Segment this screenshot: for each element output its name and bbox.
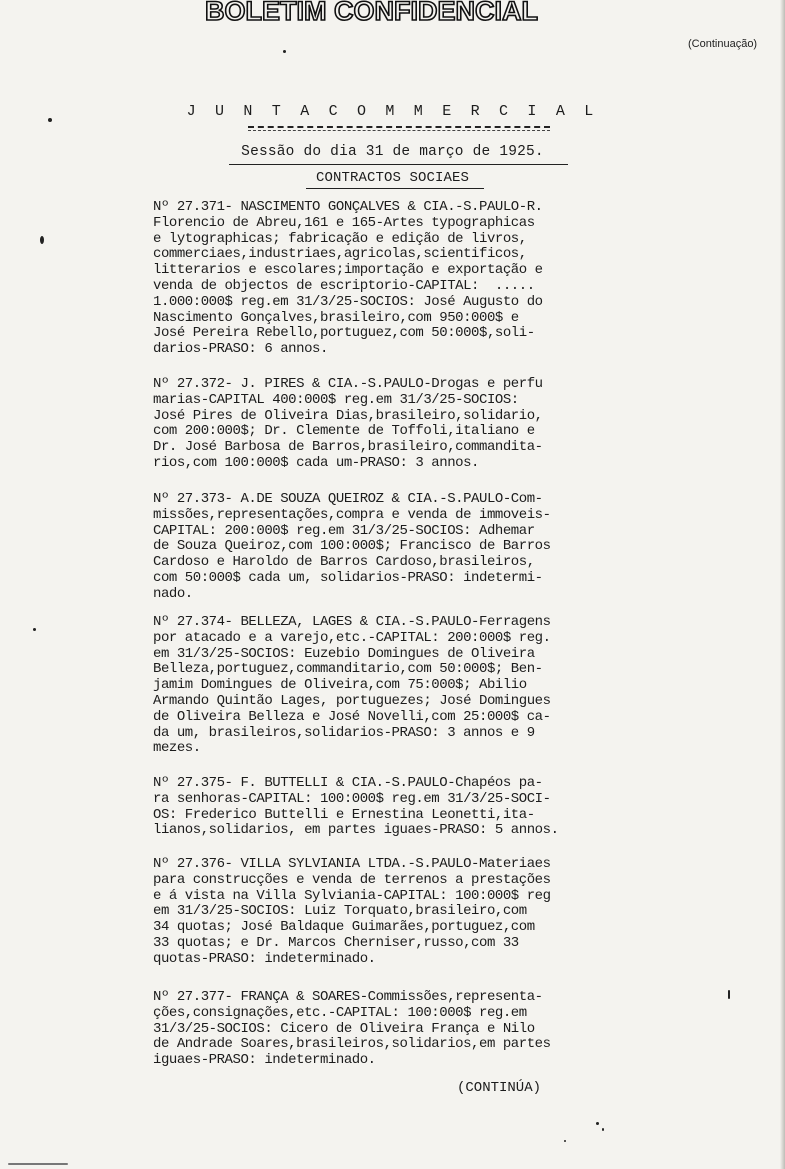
entry-line: para construcções e venda de terrenos a prestações (153, 871, 551, 888)
entry-line: de Souza Queiroz,com 100:000$; Francisco de Barros (153, 538, 551, 555)
entry-line: 33 quotas; e Dr. Marcos Cherniser,russo,com 33 (153, 934, 519, 951)
entry-line: e lytographicas; fabricação e edição de livros, (153, 230, 527, 247)
entry-line: Cardoso e Haroldo de Barros Cardoso,brasileiros, (153, 554, 535, 571)
entry-line: iguaes-PRASO: indeterminado. (153, 1052, 376, 1069)
contract-entry-27377 (153, 990, 551, 1069)
entry-line: da um, brasileiros,solidarios-PRASO: 3 annos e 9 (153, 724, 535, 741)
entry-line: jamim Domingues de Oliveira,com 75:000$; Abilio (153, 677, 527, 694)
entry-line: com 200:000$; Dr. Clemente de Toffoli,italiano e (153, 423, 535, 440)
ink-speck (602, 1128, 604, 1131)
entry-line: ra senhoras-CAPITAL: 100:000$ reg.em 31/3/25-SOCI- (153, 790, 551, 807)
entry-line: Nº 27.373- A.DE SOUZA QUEIROZ & CIA.-S.PAULO-Com- (153, 491, 543, 507)
entry-line: José Pires de Oliveira Dias,brasileiro,solidario, (153, 407, 543, 424)
entry-line: litterarios e escolares;importação e exportação e (153, 262, 543, 279)
entry-line: quotas-PRASO: indeterminado. (153, 950, 376, 967)
bulletin-title: BOLETIM CONFIDENCIAL (205, 0, 538, 26)
entry-line: Nº 27.375- F. BUTTELLI & CIA.-S.PAULO-Chapéos pa- (153, 775, 543, 791)
ink-speck (596, 1122, 599, 1125)
entry-line: Nº 27.377- FRANÇA & SOARES-Commissões,representa- (153, 989, 543, 1005)
entry-line: OS: Frederico Buttelli e Ernestina Leonetti,ita- (153, 806, 535, 823)
entry-line: Nº 27.374- BELLEZA, LAGES & CIA.-S.PAULO-Ferragens (153, 614, 551, 630)
contract-entry-27371 (153, 200, 543, 358)
entry-line: mezes. (153, 740, 201, 757)
entry-line: 31/3/25-SOCIOS: Cicero de Oliveira França e Nilo (153, 1020, 535, 1037)
entry-line: nado. (153, 585, 193, 602)
entry-line: e á vista na Villa Sylviania-CAPITAL: 100:000$ reg (153, 887, 551, 904)
entry-line: de Andrade Soares,brasileiros,solidarios,em partes (153, 1036, 551, 1053)
entry-line: de Oliveira Belleza e José Novelli,com 25:000$ ca- (153, 708, 551, 725)
entry-line: darios-PRASO: 6 annos. (153, 341, 328, 358)
contract-entry-27375 (153, 776, 559, 839)
entry-line: ções,consignações,etc.-CAPITAL: 100:000$ reg.em (153, 1004, 527, 1021)
entry-line: marias-CAPITAL 400:000$ reg.em 31/3/25-SOCIOS: (153, 391, 519, 408)
entry-line: Nº 27.371- NASCIMENTO GONÇALVES & CIA.-S.PAULO-R. (153, 199, 543, 215)
entry-line: Nº 27.372- J. PIRES & CIA.-S.PAULO-Drogas e perfu (153, 376, 543, 392)
subtitle-underline (306, 188, 484, 189)
contract-entry-27374 (153, 615, 551, 757)
entry-line: com 50:000$ cada um, solidarios-PRASO: indetermi- (153, 569, 543, 586)
ink-speck (283, 50, 286, 53)
ink-speck (40, 236, 44, 244)
title-underline (248, 126, 550, 128)
ink-speck (564, 1140, 566, 1142)
document-title: J U N T A C O M M E R C I A L (186, 103, 599, 120)
contract-entry-27376 (153, 857, 551, 968)
entry-line: Dr. José Barbosa de Barros,brasileiro,commandita- (153, 439, 543, 456)
session-date: Sessão do dia 31 de março de 1925. (241, 144, 544, 160)
contract-entry-27373 (153, 492, 551, 603)
ink-speck (48, 118, 52, 122)
entry-line: 1.000:000$ reg.em 31/3/25-SOCIOS: José Augusto do (153, 293, 543, 310)
title-underline-2 (248, 130, 550, 131)
section-subtitle: CONTRACTOS SOCIAES (315, 170, 470, 186)
session-underline (229, 164, 568, 165)
entry-line: lianos,solidarios, em partes iguaes-PRASO: 5 annos. (153, 822, 559, 839)
entry-line: em 31/3/25-SOCIOS: Luiz Torquato,brasileiro,com (153, 903, 527, 920)
entry-line: por atacado e a varejo,etc.-CAPITAL: 200:000$ reg. (153, 629, 551, 646)
entry-line: commerciaes,industriaes,agricolas,scientificos, (153, 246, 527, 263)
continued-marker: (CONTINÚA) (457, 1080, 542, 1096)
contract-entry-27372 (153, 377, 543, 472)
ink-smudge (8, 1163, 68, 1165)
entry-line: Florencio de Abreu,161 e 165-Artes typographicas (153, 214, 535, 231)
entry-line: Belleza,portuguez,commanditario,com 50:000$; Ben- (153, 661, 543, 678)
entry-line: rios,com 100:000$ cada um-PRASO: 3 annos. (153, 454, 480, 471)
ink-speck (728, 990, 730, 999)
continuation-label: (Continuação) (688, 38, 758, 50)
entry-line: em 31/3/25-SOCIOS: Euzebio Domingues de Oliveira (153, 645, 535, 662)
entry-line: CAPITAL: 200:000$ reg.em 31/3/25-SOCIOS: Adhemar (153, 522, 535, 539)
entry-line: Nascimento Gonçalves,brasileiro,com 950:000$ e (153, 309, 519, 326)
entry-line: José Pereira Rebello,portuguez,com 50:000$,soli- (153, 325, 535, 342)
entry-line: missões,representações,compra e venda de immoveis- (153, 506, 551, 523)
entry-line: 34 quotas; José Baldaque Guimarães,portuguez,com (153, 919, 535, 936)
entry-line: Armando Quintão Lages, portuguezes; José Domingues (153, 692, 551, 709)
entry-line: venda de objectos de escriptorio-CAPITAL: ..... (153, 277, 535, 294)
ink-speck (33, 628, 36, 631)
entry-line: Nº 27.376- VILLA SYLVIANIA LTDA.-S.PAULO-Materiaes (153, 856, 551, 872)
